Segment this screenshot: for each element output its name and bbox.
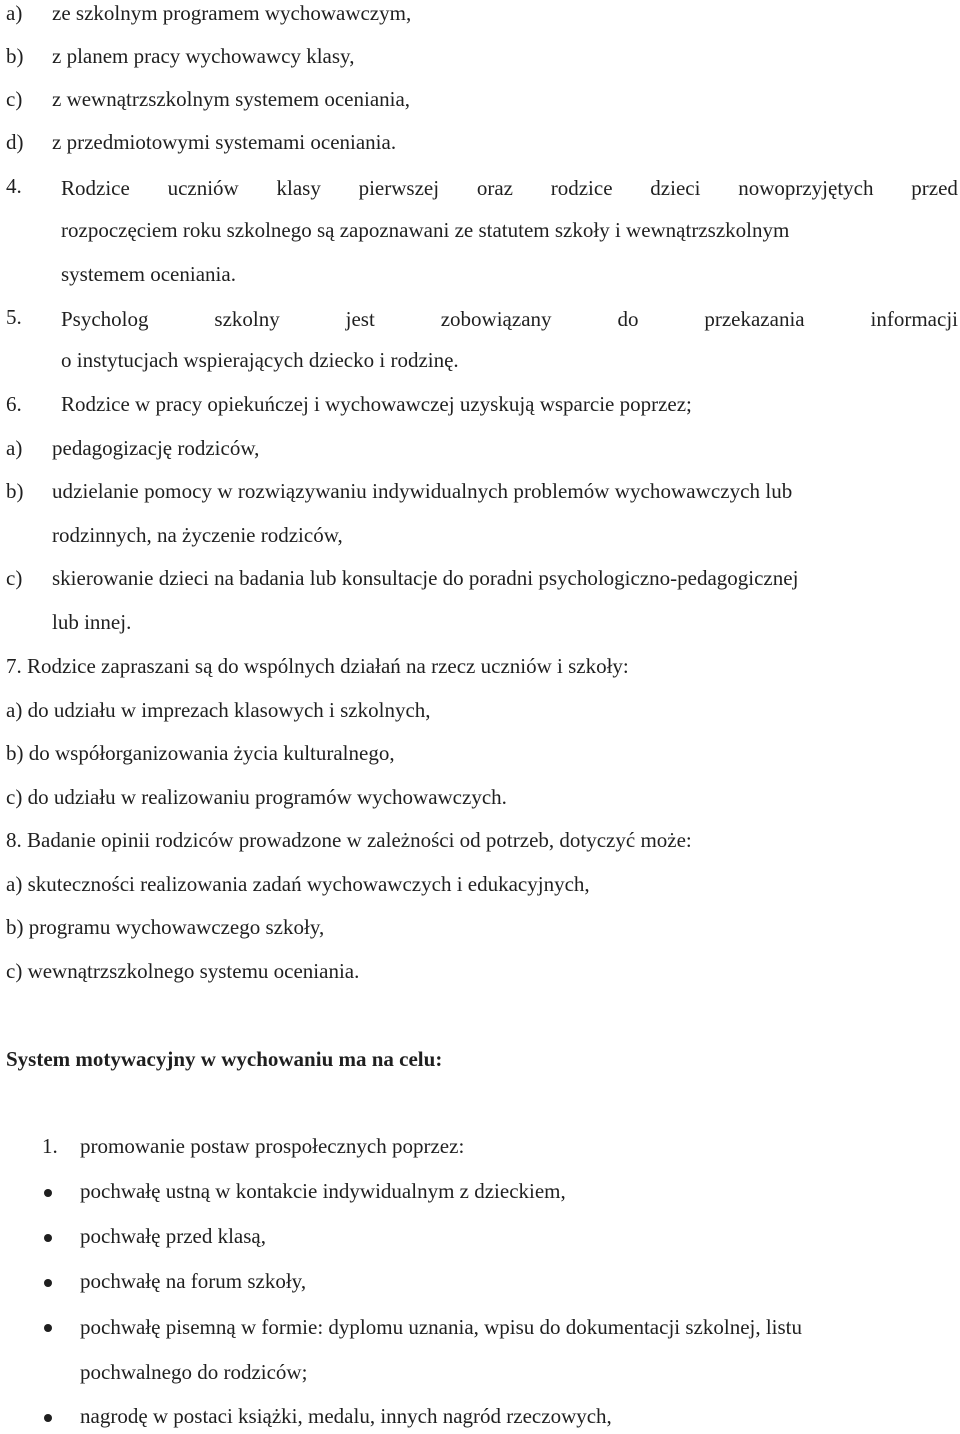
list-item-continuation: pochwalnego do rodziców; (80, 1360, 308, 1384)
bullet-icon (44, 1414, 52, 1422)
word: przekazania (704, 307, 805, 331)
bullet-icon (44, 1189, 52, 1197)
paragraph-line: Rodzice w pracy opiekuńczej i wychowawczej uzyskują wsparcie poprzez; (61, 392, 692, 416)
paragraph-line: 8. Badanie opinii rodziców prowadzone w zależności od potrzeb, dotyczyć może: (6, 828, 692, 852)
list-item: a) skuteczności realizowania zadań wychowawczych i edukacyjnych, (6, 872, 590, 896)
paragraph-line: systemem oceniania. (61, 262, 236, 286)
word: Rodzice (61, 176, 130, 200)
list-item: pochwałę przed klasą, (80, 1224, 266, 1248)
word: uczniów (167, 176, 239, 200)
bullet-icon (44, 1234, 52, 1242)
item-label: a) (6, 1, 23, 25)
list-item: pochwałę na forum szkoły, (80, 1269, 307, 1293)
item-label: c) (6, 87, 23, 111)
word: Psycholog (61, 307, 149, 331)
list-item: c) do udziału w realizowaniu programów wychowawczych. (6, 785, 507, 809)
list-item: pochwałę pisemną w formie: dyplomu uznania, wpisu do dokumentacji szkolnej, listu (80, 1315, 803, 1339)
item-label: b) (6, 44, 24, 68)
item-text: udzielanie pomocy w rozwiązywaniu indywidualnych problemów wychowawczych lub (52, 479, 793, 503)
item-label: 1. (42, 1134, 58, 1158)
bullet-icon (44, 1324, 52, 1332)
word: zobowiązany (440, 307, 552, 331)
item-text: lub innej. (52, 610, 132, 634)
item-text: z przedmiotowymi systemami oceniania. (52, 130, 397, 154)
item-text: rodzinnych, na życzenie rodziców, (52, 523, 343, 547)
item-text: z planem pracy wychowawcy klasy, (52, 44, 355, 68)
word: informacji (870, 307, 958, 331)
list-item: pochwałę ustną w kontakcie indywidualnym z dzieckiem, (80, 1179, 566, 1203)
word: nowoprzyjętych (738, 176, 874, 200)
word: rodzice (550, 176, 613, 200)
word: pierwszej (358, 176, 440, 200)
list-item: b) do współorganizowania życia kulturalnego, (6, 741, 395, 765)
item-label: 6. (6, 392, 22, 416)
item-text: pedagogizację rodziców, (52, 436, 260, 460)
item-label: 5. (6, 305, 22, 329)
item-text: z wewnątrzszkolnym systemem oceniania, (52, 87, 411, 111)
word: szkolny (214, 307, 280, 331)
bullet-icon (44, 1279, 52, 1287)
list-item: a) do udziału w imprezach klasowych i szkolnych, (6, 698, 431, 722)
item-text: promowanie postaw prospołecznych poprzez: (80, 1134, 465, 1158)
item-label: 4. (6, 174, 22, 198)
section-heading: System motywacyjny w wychowaniu ma na celu: (6, 1047, 443, 1071)
list-item: nagrodę w postaci książki, medalu, innych nagród rzeczowych, (80, 1404, 612, 1428)
item-label: c) (6, 566, 23, 590)
item-text: skierowanie dzieci na badania lub konsultacje do poradni psychologiczno-pedagogicznej (52, 566, 799, 590)
word: jest (345, 307, 375, 331)
word: przed (911, 176, 958, 200)
item-text: ze szkolnym programem wychowawczym, (52, 1, 412, 25)
word: klasy (276, 176, 321, 200)
item-label: d) (6, 130, 24, 154)
justified-line (61, 176, 958, 201)
paragraph-line: 7. Rodzice zapraszani są do wspólnych działań na rzecz uczniów i szkoły: (6, 654, 629, 678)
list-item: c) wewnątrzszkolnego systemu oceniania. (6, 959, 360, 983)
justified-line (61, 307, 958, 332)
list-item: b) programu wychowawczego szkoły, (6, 915, 325, 939)
item-label: a) (6, 436, 23, 460)
paragraph-line: o instytucjach wspierających dziecko i rodzinę. (61, 348, 459, 372)
word: dzieci (650, 176, 701, 200)
paragraph-line: rozpoczęciem roku szkolnego są zapoznawani ze statutem szkoły i wewnątrzszkolnym (61, 218, 790, 242)
word: do (617, 307, 639, 331)
word: oraz (476, 176, 513, 200)
item-label: b) (6, 479, 24, 503)
